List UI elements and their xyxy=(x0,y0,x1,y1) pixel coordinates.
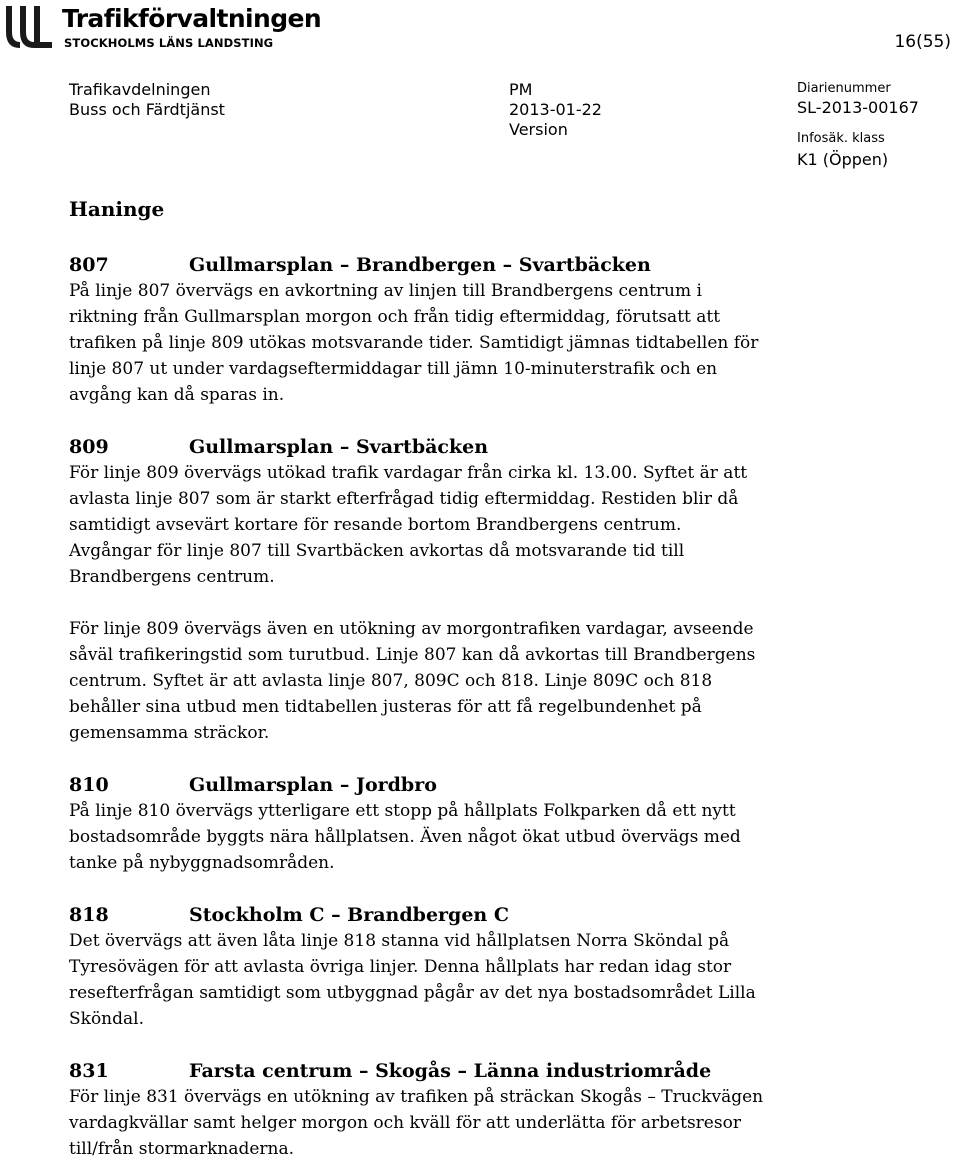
route-title: Gullmarsplan – Brandbergen – Svartbäcken xyxy=(189,254,651,276)
route-paragraph xyxy=(69,616,949,746)
municipality-heading: Haninge xyxy=(69,197,165,221)
text-line: avlasta linje 807 som är starkt efterfrågad tidig eftermiddag. Restiden blir då xyxy=(69,489,739,509)
text-line: resefterfrågan samtidigt som utbyggnad pågår av det nya bostadsområdet Lilla xyxy=(69,983,756,1003)
route-number: 818 xyxy=(69,904,109,926)
logo-subtitle: STOCKHOLMS LÄNS LANDSTING xyxy=(64,36,274,50)
document-body xyxy=(69,196,949,1162)
route-heading xyxy=(69,772,949,798)
section-spacer xyxy=(69,746,949,772)
section-spacer xyxy=(69,1032,949,1058)
page-number: 16(55) xyxy=(894,32,951,52)
text-line: På linje 807 övervägs en avkortning av linjen till Brandbergens centrum i xyxy=(69,281,702,301)
route-paragraph xyxy=(69,1084,949,1162)
header-reg-number: SL-2013-00167 xyxy=(797,98,919,117)
route-section xyxy=(69,1058,949,1162)
header-reg-number-label: Diarienummer xyxy=(797,81,891,96)
text-line: För linje 809 övervägs utökad trafik vardagar från cirka kl. 13.00. Syftet är att xyxy=(69,463,748,483)
header-classification: K1 (Öppen) xyxy=(797,150,889,169)
route-heading xyxy=(69,434,949,460)
route-section xyxy=(69,434,949,746)
route-heading xyxy=(69,1058,949,1084)
header-unit: Buss och Färdtjänst xyxy=(69,100,225,119)
route-heading xyxy=(69,252,949,278)
text-line: vardagkvällar samt helger morgon och kväll för att underlätta för arbetsresor xyxy=(69,1113,741,1133)
route-sections xyxy=(69,252,949,1162)
text-line: Tyresövägen för att avlasta övriga linjer. Denna hållplats har redan idag stor xyxy=(69,957,732,977)
text-line: Avgångar för linje 807 till Svartbäcken avkortas då motsvarande tid till xyxy=(69,541,685,561)
route-paragraph xyxy=(69,928,949,1032)
header-date: 2013-01-22 xyxy=(509,100,602,119)
text-line: För linje 831 övervägs en utökning av trafiken på sträckan Skogås – Truckvägen xyxy=(69,1087,764,1107)
text-line: riktning från Gullmarsplan morgon och från tidig eftermiddag, förutsatt att xyxy=(69,307,721,327)
text-line: tanke på nybyggnadsområden. xyxy=(69,853,335,873)
route-paragraph xyxy=(69,798,949,876)
text-line: behåller sina utbud men tidtabellen justeras för att få regelbundenhet på xyxy=(69,697,702,717)
text-line: till/från stormarknaderna. xyxy=(69,1139,295,1159)
text-line: För linje 809 övervägs även en utökning av morgontrafiken vardagar, avseende xyxy=(69,619,754,639)
route-title: Farsta centrum – Skogås – Länna industriområde xyxy=(189,1060,712,1082)
organization-logo xyxy=(2,0,322,56)
header-department: Trafikavdelningen xyxy=(69,80,211,99)
text-line: linje 807 ut under vardagseftermiddagar till jämn 10-minuterstrafik och en xyxy=(69,359,718,379)
route-section xyxy=(69,772,949,876)
logo-name: Trafikförvaltningen xyxy=(62,4,322,33)
text-line: Det övervägs att även låta linje 818 stanna vid hållplatsen Norra Sköndal på xyxy=(69,931,730,951)
route-number: 807 xyxy=(69,254,109,276)
logo-mark-icon xyxy=(2,2,54,50)
route-title: Stockholm C – Brandbergen C xyxy=(189,904,509,926)
route-title: Gullmarsplan – Svartbäcken xyxy=(189,436,489,458)
section-spacer xyxy=(69,408,949,434)
paragraph-spacer xyxy=(69,590,949,616)
route-number: 810 xyxy=(69,774,109,796)
text-line: samtidigt avsevärt kortare för resande bortom Brandbergens centrum. xyxy=(69,515,682,535)
text-line: avgång kan då sparas in. xyxy=(69,385,285,405)
route-section xyxy=(69,252,949,408)
header-version-label: Version xyxy=(509,120,568,139)
text-line: såväl trafikeringstid som turutbud. Linje 807 kan då avkortas till Brandbergens xyxy=(69,645,756,665)
text-line: centrum. Syftet är att avlasta linje 807, 809C och 818. Linje 809C och 818 xyxy=(69,671,713,691)
route-number: 831 xyxy=(69,1060,109,1082)
text-line: Brandbergens centrum. xyxy=(69,567,275,587)
text-line: gemensamma sträckor. xyxy=(69,723,270,743)
text-line: trafiken på linje 809 utökas motsvarande tider. Samtidigt jämnas tidtabellen för xyxy=(69,333,759,353)
route-heading xyxy=(69,902,949,928)
header-doc-type: PM xyxy=(509,80,533,99)
route-paragraph xyxy=(69,278,949,408)
route-paragraph xyxy=(69,460,949,590)
text-line: På linje 810 övervägs ytterligare ett stopp på hållplats Folkparken då ett nytt xyxy=(69,801,736,821)
text-line: bostadsområde byggts nära hållplatsen. Även något ökat utbud övervägs med xyxy=(69,827,741,847)
route-title: Gullmarsplan – Jordbro xyxy=(189,774,437,796)
header-classification-label: Infosäk. klass xyxy=(797,131,885,146)
route-number: 809 xyxy=(69,436,109,458)
section-spacer xyxy=(69,876,949,902)
text-line: Sköndal. xyxy=(69,1009,144,1029)
route-section xyxy=(69,902,949,1032)
